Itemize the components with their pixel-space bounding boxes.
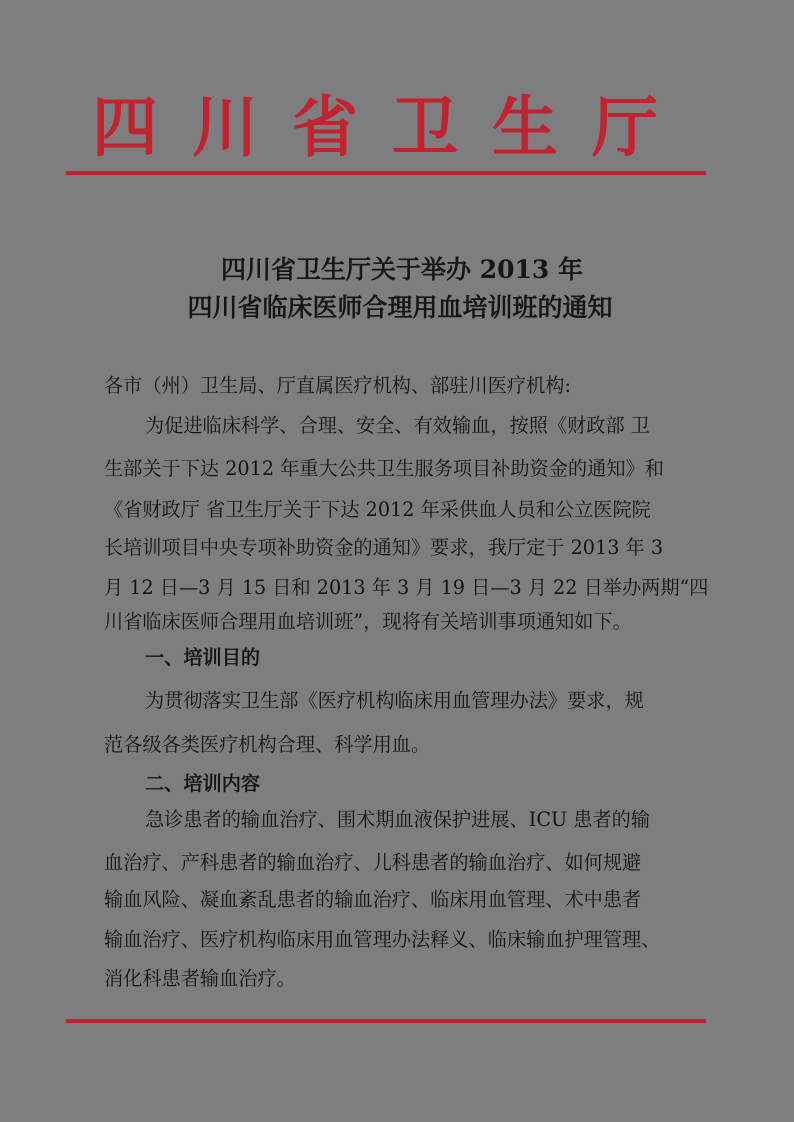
intro-line-5: 月 12 日—3 月 15 日和 2013 年 3 月 19 日—3 月 22 日举办两期“四 bbox=[104, 576, 709, 599]
section-2-line-4: 输血治疗、医疗机构临床用血管理办法释义、临床输血护理管理、 bbox=[104, 928, 661, 951]
section-1-line-1: 为贯彻落实卫生部《医疗机构临床用血管理办法》要求，规 bbox=[145, 689, 644, 712]
intro-line-6: 川省临床医师合理用血培训班”，现将有关培训事项通知如下。 bbox=[104, 610, 632, 633]
intro-line-3: 《省财政厅 省卫生厅关于下达 2012 年采供血人员和公立医院院 bbox=[104, 498, 651, 521]
section-2-heading: 二、培训内容 bbox=[145, 772, 261, 795]
section-2-line-5: 消化科患者输血治疗。 bbox=[104, 967, 296, 990]
letterhead-org-name: 四川省卫生厅 bbox=[92, 89, 692, 166]
intro-line-1: 为促进临床科学、合理、安全、有效输血，按照《财政部 卫 bbox=[145, 414, 650, 437]
section-2-line-1: 急诊患者的输血治疗、围术期血液保护进展、ICU 患者的输 bbox=[145, 808, 651, 831]
section-2-line-2: 血治疗、产科患者的输血治疗、儿科患者的输血治疗、如何规避 bbox=[104, 851, 642, 874]
salutation: 各市（州）卫生局、厅直属医疗机构、部驻川医疗机构: bbox=[104, 374, 571, 397]
intro-line-2: 生部关于下达 2012 年重大公共卫生服务项目补助资金的通知》和 bbox=[104, 457, 664, 480]
intro-line-4: 长培训项目中央专项补助资金的通知》要求，我厅定于 2013 年 3 bbox=[104, 536, 664, 559]
document-title-line-2: 四川省临床医师合理用血培训班的通知 bbox=[187, 293, 613, 322]
document-title-line-1: 四川省卫生厅关于举办 2013 年 bbox=[221, 255, 583, 284]
footer-red-rule bbox=[66, 1019, 706, 1023]
section-1-heading: 一、培训目的 bbox=[145, 646, 261, 669]
section-2-line-3: 输血风险、凝血紊乱患者的输血治疗、临床用血管理、术中患者 bbox=[104, 888, 642, 911]
letterhead-red-rule bbox=[66, 171, 706, 175]
section-1-line-2: 范各级各类医疗机构合理、科学用血。 bbox=[104, 733, 431, 756]
